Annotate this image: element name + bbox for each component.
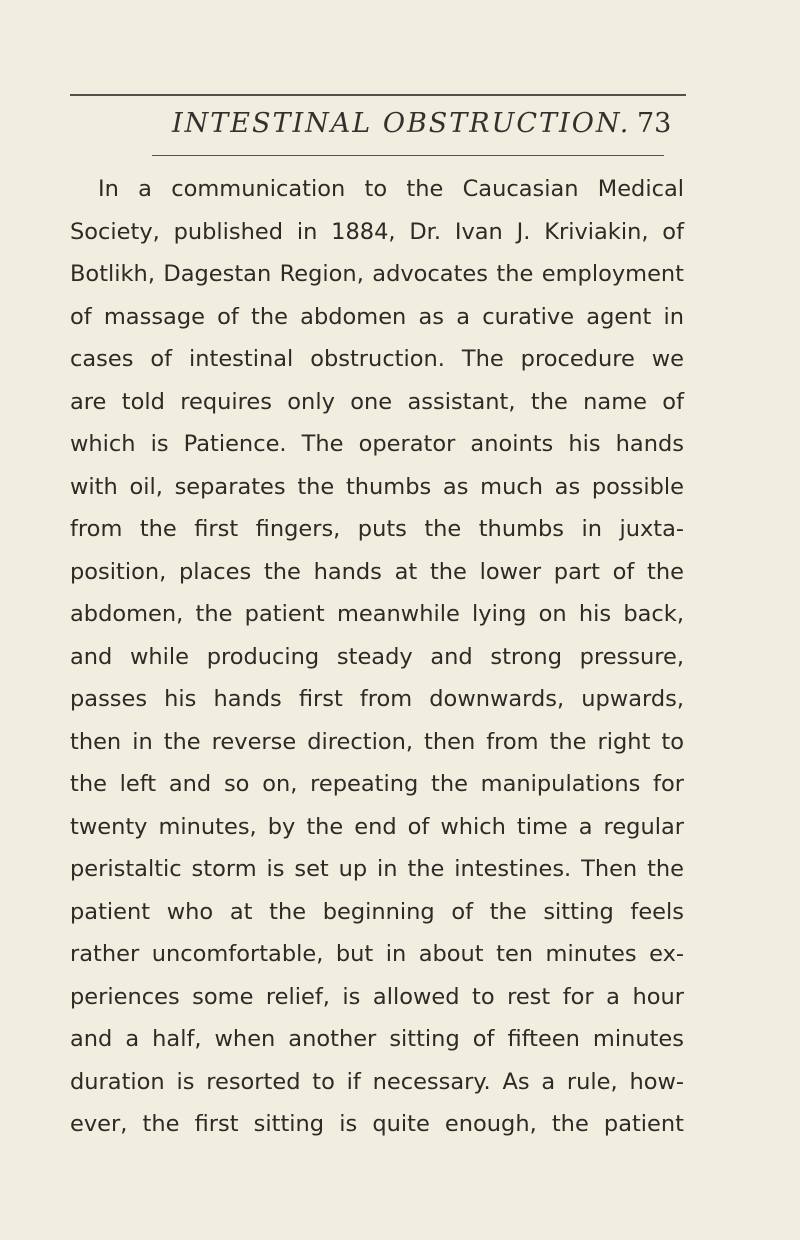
- text-line: position, places the hands at the lower part of the: [70, 558, 684, 585]
- running-head: [0, 108, 800, 148]
- text-line: duration is resorted to if necessary. As a rule, how-: [70, 1068, 684, 1095]
- text-line: with oil, separates the thumbs as much as possible: [70, 473, 684, 500]
- text-line: Botlikh, Dagestan Region, advocates the employment: [70, 261, 684, 287]
- text-line: ever, the first sitting is quite enough, the patient: [70, 1111, 684, 1137]
- page-number: 73: [637, 108, 672, 139]
- text-line: cases of intestinal obstruction. The procedure we: [70, 346, 684, 372]
- text-line: twenty minutes, by the end of which time a regular: [70, 813, 684, 840]
- text-line: the left and so on, repeating the manipulations for: [70, 771, 684, 797]
- running-head-title: INTESTINAL OBSTRUCTION.: [172, 108, 631, 139]
- body-paragraph: [70, 168, 684, 1146]
- text-line: of massage of the abdomen as a curative agent in: [70, 303, 684, 330]
- text-line: patient who at the beginning of the sitting feels: [70, 898, 684, 925]
- header-top-rule: [70, 94, 686, 96]
- header-bottom-rule: [152, 155, 664, 156]
- text-line: In a communication to the Caucasian Medical: [98, 176, 684, 202]
- text-line: which is Patience. The operator anoints his hands: [70, 431, 684, 457]
- text-line: passes his hands first from downwards, upwards,: [70, 686, 684, 712]
- text-line: peristaltic storm is set up in the intestines. Then the: [70, 856, 684, 882]
- text-line: abdomen, the patient meanwhile lying on his back,: [70, 601, 684, 627]
- text-line: then in the reverse direction, then from the right to: [70, 728, 684, 755]
- text-line: Society, published in 1884, Dr. Ivan J. Kriviakin, of: [70, 218, 684, 245]
- text-line: and a half, when another sitting of fifteen minutes: [70, 1026, 684, 1052]
- text-line: rather uncomfortable, but in about ten minutes ex-: [70, 941, 684, 967]
- text-line: are told requires only one assistant, the name of: [70, 388, 684, 415]
- text-line: periences some relief, is allowed to rest for a hour: [70, 983, 684, 1010]
- text-line: and while producing steady and strong pressure,: [70, 643, 684, 670]
- text-line: from the first fingers, puts the thumbs in juxta-: [70, 516, 684, 542]
